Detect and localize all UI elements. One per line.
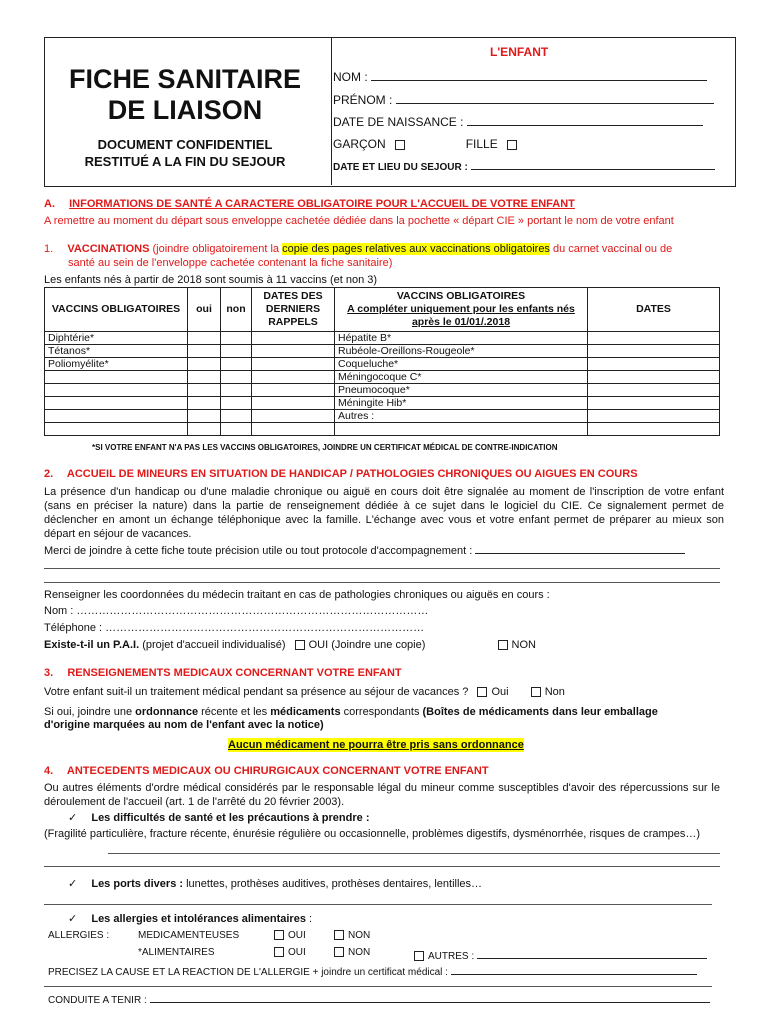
section-2-paragraph: La présence d'un handicap ou d'une maladie chronique ou aiguë en cours doit être signalée au moment de l'inscription de votre enfant (sans en préciser la nature) dans la partie de renseignement dédiée à ce sujet dans le logiciel du CIE. Ce signalement permet de déclencher en amont un échange téléphonique avec la famille. L'échange avec vous et votre enfant permet de préparer au mieux son départ en séjour de vacances. — [44, 486, 724, 540]
section-2-merci: Merci de joindre à cette fiche toute précision utile ou tout protocole d'accompagnement : — [44, 545, 473, 557]
vaccine-date-cell[interactable] — [588, 423, 720, 436]
treatment-row — [44, 685, 565, 699]
vaccine-non-cell[interactable] — [221, 371, 252, 384]
vaccine-rappel-cell[interactable] — [252, 384, 335, 397]
precisez-field[interactable] — [451, 963, 697, 975]
allergies-label: ALLERGIES : — [48, 930, 110, 941]
nom-label: NOM : — [333, 70, 368, 84]
vaccine-rappel-cell[interactable] — [252, 358, 335, 371]
vaccine-oui-cell[interactable] — [188, 371, 221, 384]
allergies-colon: : — [309, 913, 313, 925]
conduite-field[interactable] — [150, 991, 710, 1003]
vaccine-oui-cell[interactable] — [188, 423, 221, 436]
form-title-line1: FICHE SANITAIRE — [68, 64, 301, 94]
doctor-name-field[interactable]: Nom : …………………………………………………………………………………… — [44, 605, 429, 617]
conduite-label: CONDUITE A TENIR : — [48, 995, 147, 1006]
section-1-text-b: du carnet vaccinal ou de — [553, 243, 673, 255]
vaccine-date-cell[interactable] — [588, 397, 720, 410]
prescription-text-c: récente et les — [201, 706, 268, 718]
conduite-row — [48, 991, 710, 1006]
autres-label: AUTRES : — [428, 951, 475, 962]
vaccine-non-cell[interactable] — [221, 384, 252, 397]
section-2-title: ACCUEIL DE MINEURS EN SITUATION DE HANDICAP / PATHOLOGIES CHRONIQUES OU AIGUES EN COURS — [66, 468, 638, 480]
pai-row — [44, 638, 536, 652]
section-1-title: VACCINATIONS — [67, 243, 150, 255]
col-vaccins-header: VACCINS OBLIGATOIRES — [45, 288, 188, 332]
vaccine-date-cell[interactable] — [588, 332, 720, 345]
pai-non-checkbox[interactable] — [498, 640, 508, 650]
treatment-question: Votre enfant suit-il un traitement médical pendant sa présence au séjour de vacances ? — [44, 686, 469, 698]
birthplace-label: DATE ET LIEU DU SEJOUR : — [333, 162, 468, 173]
garcon-label: GARÇON — [333, 137, 386, 151]
vaccine-mandatory-cell — [335, 423, 588, 436]
vaccine-non-cell[interactable] — [221, 345, 252, 358]
medic-non-checkbox[interactable] — [334, 930, 344, 940]
section-3-heading — [44, 667, 402, 679]
gender-row — [333, 137, 723, 151]
treatment-non-checkbox[interactable] — [531, 687, 541, 697]
vaccine-mandatory-cell: Coqueluche* — [335, 358, 588, 371]
vaccine-oui-cell[interactable] — [188, 358, 221, 371]
vaccine-rappel-cell[interactable] — [252, 332, 335, 345]
allergies-heading-row — [68, 912, 312, 926]
vaccine-rappel-cell[interactable] — [252, 423, 335, 436]
col-right-l3: après le 01/01/.2018 — [411, 316, 511, 328]
section-3-num: 3. — [44, 667, 54, 679]
treatment-oui-checkbox[interactable] — [477, 687, 487, 697]
prenom-field[interactable] — [396, 92, 714, 104]
vaccine-table-row — [45, 358, 720, 371]
confidential-line1: DOCUMENT CONFIDENTIEL — [97, 137, 273, 152]
section-a-letter: A. — [44, 198, 55, 210]
vaccine-non-cell[interactable] — [221, 332, 252, 345]
devices-line[interactable] — [44, 904, 712, 905]
pai-non-label: NON — [511, 639, 536, 651]
alim-non-label: NON — [348, 947, 371, 958]
prescription-line2: d'origine marquées au nom de l'enfant avec la notice) — [44, 719, 324, 731]
health-difficulties-text: (Fragilité particulière, fracture récente, énurésie régulière ou occasionnelle, problèmes digestifs, dysménorrhée, risques de crampes…) — [44, 828, 701, 840]
vaccine-table-row — [45, 345, 720, 358]
vaccine-mandatory-cell: Rubéole-Oreillons-Rougeole* — [335, 345, 588, 358]
section-1-text-a: (joindre obligatoirement la — [152, 243, 280, 255]
prenom-row — [333, 92, 723, 107]
precisez-line-2[interactable] — [44, 986, 712, 987]
dob-label: DATE DE NAISSANCE : — [333, 115, 464, 129]
col-right-l1: VACCINS OBLIGATOIRES — [396, 290, 526, 302]
pai-oui-checkbox[interactable] — [295, 640, 305, 650]
dob-field[interactable] — [467, 114, 703, 126]
vaccine-table-row — [45, 371, 720, 384]
section-4-title: ANTECEDENTS MEDICAUX OU CHIRURGICAUX CONCERNANT VOTRE ENFANT — [66, 765, 489, 777]
alim-non — [328, 947, 370, 958]
vaccine-date-cell[interactable] — [588, 371, 720, 384]
medic-non-label: NON — [348, 930, 371, 941]
health-difficulties-row — [68, 811, 369, 825]
pai-oui-label: OUI (Joindre une copie) — [308, 639, 426, 651]
section-2-heading — [44, 468, 638, 480]
vaccine-name-cell — [45, 397, 188, 410]
vaccine-mandatory-cell: Pneumocoque* — [335, 384, 588, 397]
section-a-note: A remettre au moment du départ sous enveloppe cachetée dédiée dans la pochette « départ CIE » portant le nom de votre enfant — [44, 215, 674, 227]
vaccine-table-row — [45, 410, 720, 423]
treatment-non-label: Non — [544, 686, 565, 698]
vaccine-rappel-cell[interactable] — [252, 345, 335, 358]
vaccine-name-cell — [45, 371, 188, 384]
vaccine-footnote: *SI VOTRE ENFANT N'A PAS LES VACCINS OBLIGATOIRES, JOINDRE UN CERTIFICAT MÉDICAL DE CONTRE-INDICATION — [92, 443, 558, 452]
vaccine-date-cell[interactable] — [588, 410, 720, 423]
allergies-heading: Les allergies et intolérances alimentaires — [91, 913, 306, 925]
section-4-num: 4. — [44, 765, 54, 777]
alim-label: *ALIMENTAIRES — [138, 947, 215, 958]
vaccine-mandatory-cell: Autres : — [335, 410, 588, 423]
col-dates-header: DATES — [588, 288, 720, 332]
vaccine-name-cell: Tétanos* — [45, 345, 188, 358]
vaccine-table-row — [45, 332, 720, 345]
form-title-line2: DE LIAISON — [107, 95, 263, 125]
precisez-row — [48, 963, 697, 978]
medic-label: MEDICAMENTEUSES — [138, 930, 240, 941]
vaccine-oui-cell[interactable] — [188, 410, 221, 423]
autres-checkbox[interactable] — [414, 951, 424, 961]
vaccine-oui-cell[interactable] — [188, 332, 221, 345]
fille-label: FILLE — [465, 137, 498, 151]
section-3-title: RENSEIGNEMENTS MEDICAUX CONCERNANT VOTRE ENFANT — [67, 667, 402, 679]
precisez-certificat: + joindre un certificat médical : — [312, 967, 448, 978]
precisez-label: PRECISEZ LA CAUSE ET LA REACTION DE L'ALLERGIE — [48, 967, 310, 978]
health-line-2[interactable] — [44, 866, 720, 867]
pai-detail: (projet d'accueil individualisé) — [142, 639, 286, 651]
autres-field[interactable] — [477, 947, 707, 959]
devices-label: Les ports divers : — [91, 878, 184, 890]
vaccine-mandatory-cell: Méningocoque C* — [335, 371, 588, 384]
vaccine-name-cell: Diphtérie* — [45, 332, 188, 345]
vaccine-name-cell: Poliomyélite* — [45, 358, 188, 371]
vaccine-table-row — [45, 397, 720, 410]
health-difficulties-label: Les difficultés de santé et les précautions à prendre : — [91, 812, 370, 824]
vaccine-mandatory-cell: Méningite Hib* — [335, 397, 588, 410]
vaccine-non-cell[interactable] — [221, 397, 252, 410]
vaccine-date-cell[interactable] — [588, 358, 720, 371]
child-heading: L'ENFANT — [490, 45, 549, 59]
nom-row — [333, 69, 723, 84]
vaccine-date-cell[interactable] — [588, 345, 720, 358]
vaccine-rappel-cell[interactable] — [252, 371, 335, 384]
alim-oui — [268, 947, 306, 958]
check-icon: ✓ — [68, 913, 78, 925]
col-oui-header: oui — [188, 288, 221, 332]
nom-field[interactable] — [371, 69, 707, 81]
header-divider — [331, 37, 332, 185]
vaccine-intro: Les enfants nés à partir de 2018 sont soumis à 11 vaccins (et non 3) — [44, 274, 378, 286]
vaccine-table-row — [45, 384, 720, 397]
check-icon: ✓ — [68, 812, 78, 824]
prescription-ordonnance: ordonnance — [135, 706, 199, 718]
col-right-header — [335, 288, 588, 332]
garcon-checkbox[interactable] — [395, 140, 405, 150]
prescription-text-e: correspondants — [343, 706, 420, 718]
vaccine-oui-cell[interactable] — [188, 384, 221, 397]
vaccine-rappel-cell[interactable] — [252, 410, 335, 423]
prescription-medicaments: médicaments — [270, 706, 341, 718]
vaccine-name-cell — [45, 410, 188, 423]
vaccine-oui-cell[interactable] — [188, 345, 221, 358]
vaccine-name-cell — [45, 423, 188, 436]
vaccine-table — [44, 287, 720, 436]
section-a-title: INFORMATIONS DE SANTÉ A CARACTERE OBLIGATOIRE POUR L'ACCUEIL DE VOTRE ENFANT — [69, 198, 575, 210]
vaccine-non-cell[interactable] — [221, 423, 252, 436]
section-1-num: 1. — [44, 243, 54, 255]
doctor-phone-field[interactable]: Téléphone : …………………………………………………………………………… — [44, 622, 425, 634]
prescription-text-a: Si oui, joindre une — [44, 706, 133, 718]
vaccine-rappel-cell[interactable] — [252, 397, 335, 410]
section-2-num: 2. — [44, 468, 54, 480]
vaccine-table-body — [45, 332, 720, 436]
health-line-1[interactable] — [108, 853, 720, 854]
section-1-highlight: copie des pages relatives aux vaccinations obligatoires — [282, 243, 550, 255]
dob-row — [333, 114, 723, 129]
treatment-oui-label: Oui — [491, 686, 509, 698]
autres-row — [408, 947, 707, 962]
confidential-line2: RESTITUÉ A LA FIN DU SEJOUR — [84, 154, 286, 169]
alim-oui-checkbox[interactable] — [274, 947, 284, 957]
birthplace-field[interactable] — [471, 158, 715, 170]
protocol-line-2[interactable] — [44, 582, 720, 583]
devices-text: lunettes, prothèses auditives, prothèses dentaires, lentilles… — [186, 878, 483, 890]
vaccine-non-cell[interactable] — [221, 358, 252, 371]
section-1-text-c: santé au sein de l'enveloppe cachetée contenant la fiche sanitaire) — [68, 257, 393, 269]
vaccine-mandatory-cell: Hépatite B* — [335, 332, 588, 345]
vaccine-oui-cell[interactable] — [188, 397, 221, 410]
col-right-l2: A compléter uniquement pour les enfants nés — [347, 303, 575, 315]
col-non-header: non — [221, 288, 252, 332]
no-medication-warning: Aucun médicament ne pourra être pris sans ordonnance — [228, 739, 524, 751]
protocol-field[interactable] — [475, 542, 685, 554]
protocol-line-1[interactable] — [44, 568, 720, 569]
section-2-merci-row — [44, 542, 685, 558]
medic-non — [328, 930, 370, 941]
alim-non-checkbox[interactable] — [334, 947, 344, 957]
vaccine-non-cell[interactable] — [221, 410, 252, 423]
section-4-heading — [44, 765, 489, 777]
section-4-paragraph: Ou autres éléments d'ordre médical considérés par le responsable légal du mineur comme susceptibles d'avoir des répercussions sur le déroulement de l'accueil (art. 1 de l'arrêté du 20 février 2003). — [44, 782, 720, 808]
medic-oui — [268, 930, 306, 941]
vaccine-table-row — [45, 423, 720, 436]
pai-label: Existe-t-il un P.A.I. — [44, 639, 140, 651]
medic-oui-checkbox[interactable] — [274, 930, 284, 940]
prescription-text-f: (Boîtes de médicaments dans leur emballage — [422, 706, 658, 718]
alim-oui-label: OUI — [288, 947, 306, 958]
prescription-line1 — [44, 705, 658, 719]
birthplace-row — [333, 158, 723, 173]
section-a-heading — [44, 198, 575, 210]
section-1-vaccinations — [44, 242, 734, 256]
col-rappels-header: DATES DES DERNIERS RAPPELS — [252, 288, 335, 332]
fille-checkbox[interactable] — [507, 140, 517, 150]
prenom-label: PRÉNOM : — [333, 93, 393, 107]
vaccine-name-cell — [45, 384, 188, 397]
check-icon: ✓ — [68, 878, 78, 890]
vaccine-date-cell[interactable] — [588, 384, 720, 397]
doctor-instruction: Renseigner les coordonnées du médecin traitant en cas de pathologies chroniques ou aiguës en cours : — [44, 589, 550, 601]
devices-row — [68, 877, 482, 891]
medic-oui-label: OUI — [288, 930, 306, 941]
